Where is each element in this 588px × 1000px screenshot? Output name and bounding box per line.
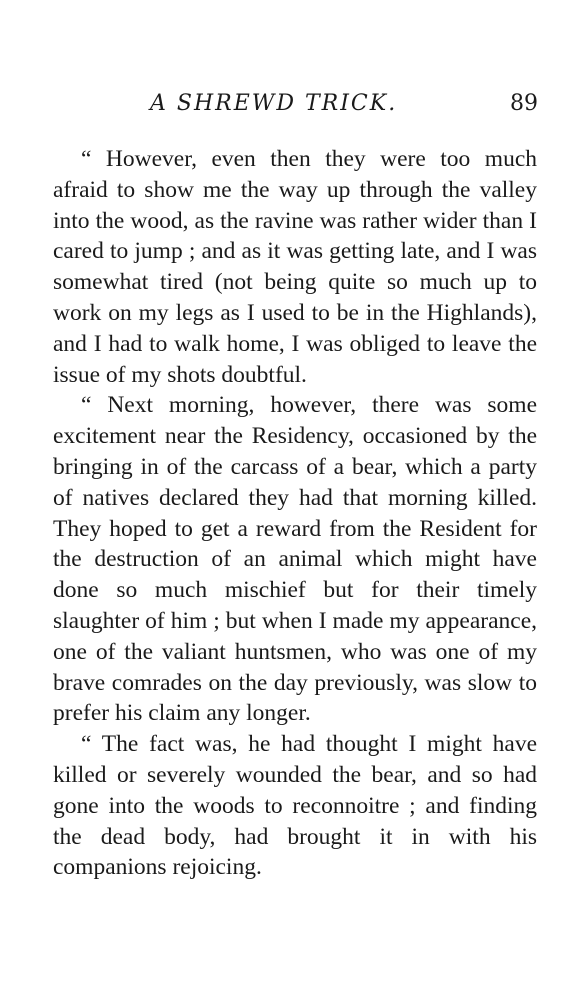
body-text (53, 144, 537, 883)
paragraph-2: “ Next morning, however, there was some excitement near the Residency, occasioned by the bringing in of the carcass of a bear, which a party of natives declared they had that morning killed. They hoped to get a reward from the Resident for the destruction of an animal which might have done so much mischief but for their timely slaughter of him ; but when I made my appearance, one of the valiant huntsmen, who was one of my brave comrades on the day previously, was slow to prefer his claim any longer. (53, 392, 537, 727)
paragraph-1: “ However, even then they were too much afraid to show me the way up through the valley into the wood, as the ravine was rather wider than I cared to jump ; and as it was getting late, and I was somewhat tired (not being quite so much up to work on my legs as I used to be in the Highlands), and I had to walk home, I was obliged to leave the issue of my shots doubtful. (53, 146, 537, 388)
running-head (0, 86, 588, 122)
page-number: 89 (510, 91, 538, 116)
paragraph-3: “ The fact was, he had thought I might have killed or severely wounded the bear, and so had gone into the woods to reconnoitre ; and finding the dead body, had brought it in with his companions rejoicing. (53, 731, 537, 881)
running-title: A SHREWD TRICK. (150, 91, 398, 116)
